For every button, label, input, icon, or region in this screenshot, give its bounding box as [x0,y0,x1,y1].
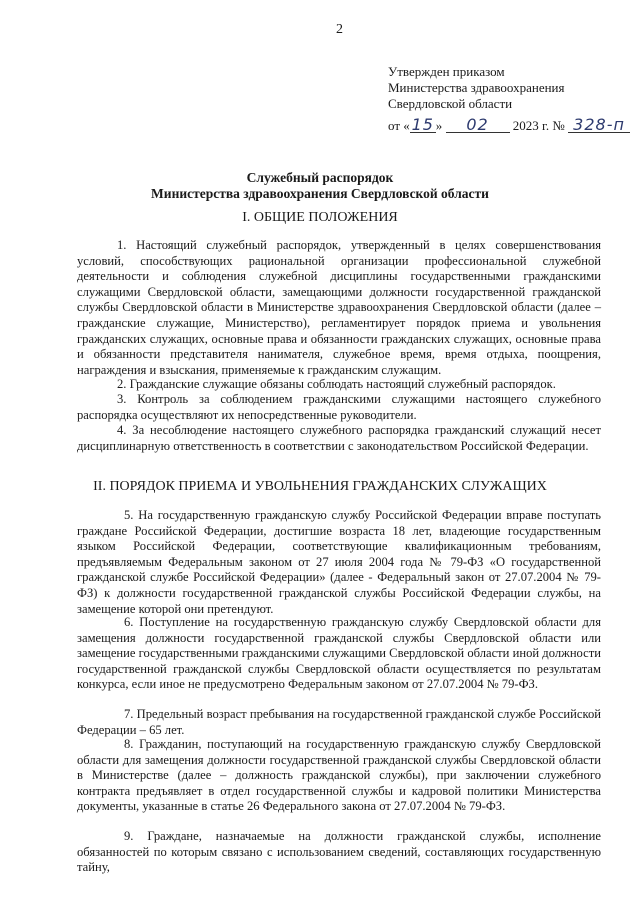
order-number-handwritten: 328-п [568,118,630,133]
order-date-number [388,115,630,136]
order-year-text: 2023 г. № [512,118,565,133]
document-title: Служебный распорядок [246,170,394,185]
paragraph-8: 8. Гражданин, поступающий на государственную гражданскую службу Свердловской области для замещения должности государственной гражданской службы Свердловской области в Министерстве (далее – должность гражданской службы), при заключении служебного контракта предъявляет в отдел государственной службы и кадровой политики Министерства документы, указанные в статье 26 Федерального закона от 27.07.2004 № 79-ФЗ. [77,737,601,814]
approval-line-2: Министерства здравоохранения [388,80,565,95]
paragraph-5: 5. На государственную гражданскую службу Российской Федерации вправе поступать граждане Российской Федерации, достигшие возраста 18 лет, владеющие государственным языком Российской Федерации, соответствующие квалификационным требованиям, предъявляемым Федеральным законом от 27 июля 2004 года № 79-ФЗ «О государственной гражданской службе Российской Федерации» (далее - Федеральный закон от 27.07.2004 № 79-ФЗ) к должности государственной гражданской службы Российской Федерации службы, на замещение которой они претендуют. [77,508,601,616]
order-month-handwritten: 02 [446,118,510,133]
approval-stamp [388,64,565,112]
paragraph-1: 1. Настоящий служебный распорядок, утвержденный в целях совершенствования условий, способствующих рациональной организации профессиональной служебной деятельности и соблюдения служебной дисциплины государственными гражданскими служащими Свердловской области, замещающими должности государственной гражданской службы Свердловской области в Министерстве здравоохранения Свердловской области (далее – гражданские служащие, Министерство), регламентирует порядок приема и увольнения гражданских служащих, основные права и обязанности гражданских служащих, основные права и обязанности представителя нанимателя, служебное время, время отдыха, поощрения, награждения и взыскания, применяемые к гражданским служащим. [77,238,601,377]
approval-line-1: Утвержден приказом [388,64,505,79]
section-heading-1: I. ОБЩИЕ ПОЛОЖЕНИЯ [242,210,398,225]
section-heading-2: II. ПОРЯДОК ПРИЕМА И УВОЛЬНЕНИЯ ГРАЖДАНСКИХ СЛУЖАЩИХ [93,479,547,494]
paragraph-3: 3. Контроль за соблюдением гражданскими служащими настоящего служебного распорядка осуществляют их непосредственные руководители. [77,392,601,422]
order-close-quote: » [435,118,443,133]
paragraph-6: 6. Поступление на государственную гражданскую службу Свердловской области для замещения должности государственной гражданской службы Свердловской области или замещение государственными гражданскими служащими Свердловской области иной должности государственной гражданской службы Свердловской области осуществляется по результатам конкурса, если иное не предусмотрено Федеральным законом от 27.07.2004 № 79-ФЗ. [77,615,601,692]
paragraph-4: 4. За несоблюдение настоящего служебного распорядка гражданский служащий несет дисциплинарную ответственность в соответствии с законодательством Российской Федерации. [77,423,601,453]
paragraph-9: 9. Граждане, назначаемые на должности гражданской службы, исполнение обязанностей по которым связано с использованием сведений, составляющих государственную тайну, [77,829,601,875]
page-number: 2 [336,22,343,37]
order-day-handwritten: 15 [411,115,434,134]
paragraph-2: 2. Гражданские служащие обязаны соблюдать настоящий служебный распорядок. [117,377,556,391]
paragraph-7: 7. Предельный возраст пребывания на государственной гражданской службе Российской Федерации – 65 лет. [77,707,601,737]
order-prefix: от « [388,118,410,133]
approval-line-3: Свердловской области [388,96,513,111]
document-subtitle: Министерства здравоохранения Свердловской области [151,186,489,201]
